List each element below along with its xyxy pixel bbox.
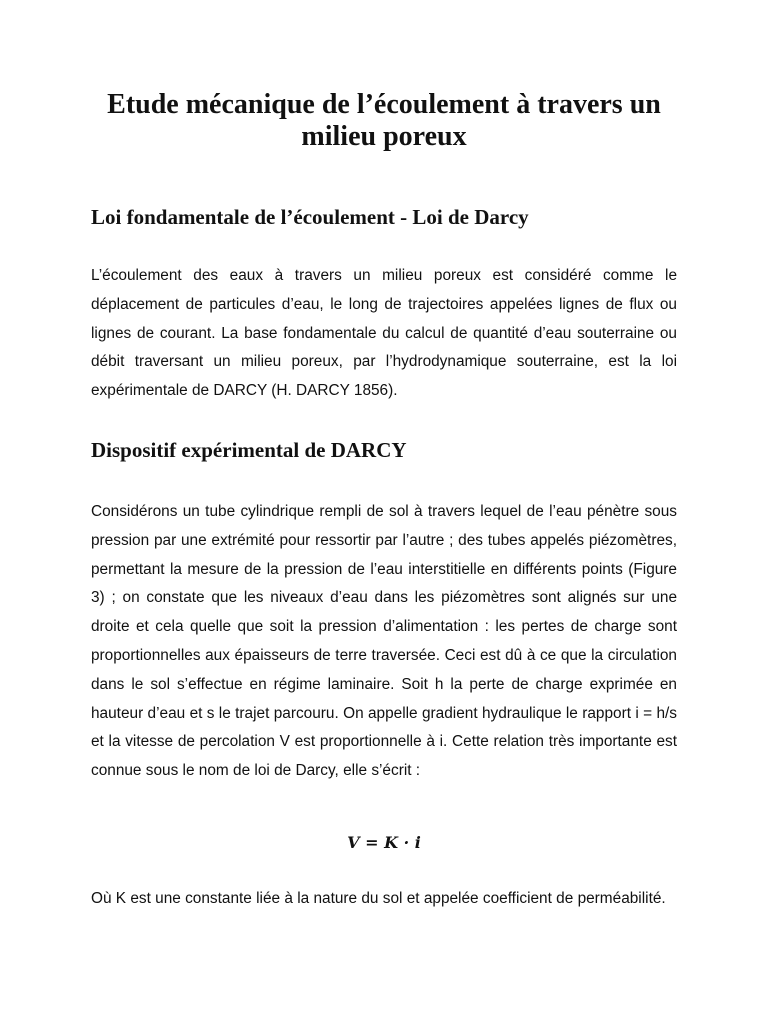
darcy-formula: V = K · i (347, 833, 421, 852)
section-heading-darcy-device: Dispositif expérimental de DARCY (91, 438, 407, 462)
document-title: Etude mécanique de l’écoulement à travers un milieu poreux (107, 89, 661, 152)
section-heading-darcy-law: Loi fondamentale de l’écoulement - Loi de Darcy (91, 205, 529, 229)
paragraph-darcy-device: Considérons un tube cylindrique rempli de sol à travers lequel de l’eau pénètre sous pression par une extrémité pour ressortir par l’autre ; des tubes appelés piézomètres, permettant la mesure de la pression de l’eau interstitielle en différents points (Figure 3) ; on constate que les niveaux d’eau dans les piézomètres sont alignés sur une droite et cela quelle que soit la pression d’alimentation : les pertes de charge sont proportionnelles aux épaisseurs de terre traversée. Ceci est dû à ce que la circulation dans le sol s’effectue en régime laminaire. Soit h la perte de charge exprimée en hauteur d’eau et s le trajet parcouru. On appelle gradient hydraulique le rapport i = h/s et la vitesse de percolation V est proportionnelle à i. Cette relation très importante est connue sous le nom de loi de Darcy, elle s’écrit : (91, 503, 677, 780)
paragraph-darcy-law: L’écoulement des eaux à travers un milieu poreux est considéré comme le déplacement de particules d’eau, le long de trajectoires appelées lignes de flux ou lignes de courant. La base fondamentale du calcul de quantité d’eau souterraine ou débit traversant un milieu poreux, par l’hydrodynamique souterraine, est la loi expérimentale de DARCY (H. DARCY 1856). (91, 267, 677, 400)
paragraph-permeability: Où K est une constante liée à la nature du sol et appelée coefficient de perméabilité. (91, 890, 666, 907)
